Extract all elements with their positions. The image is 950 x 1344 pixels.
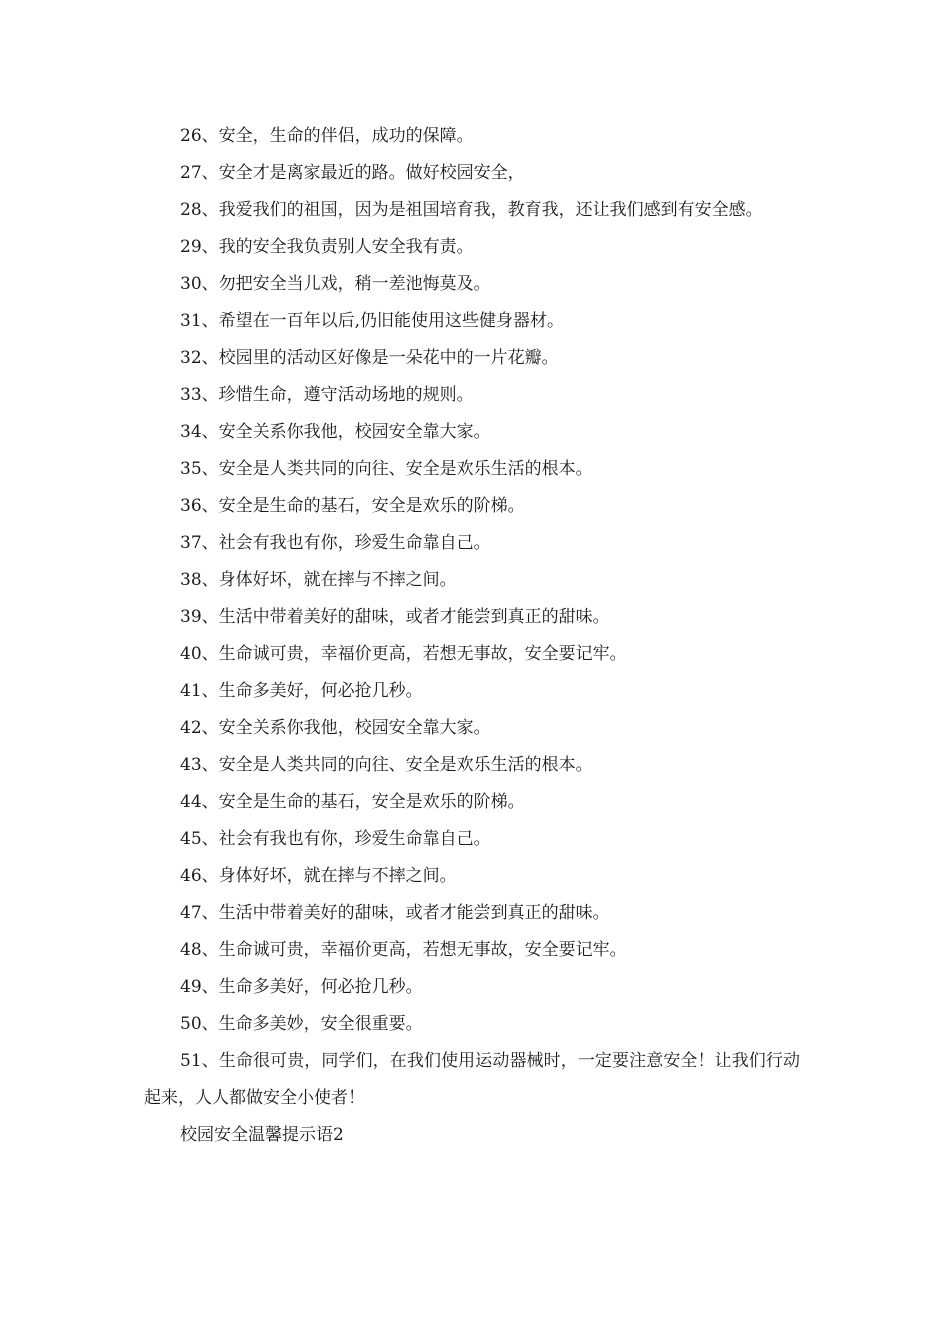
paragraph-28: 28、我爱我们的祖国，因为是祖国培育我，教育我，还让我们感到有安全感。 xyxy=(180,200,763,220)
paragraph-34: 34、安全关系你我他，校园安全靠大家。 xyxy=(180,422,491,442)
paragraph-44: 44、安全是生命的基石，安全是欢乐的阶梯。 xyxy=(180,792,525,812)
paragraph-32: 32、校园里的活动区好像是一朵花中的一片花瓣。 xyxy=(180,348,559,368)
paragraph-45: 45、社会有我也有你，珍爱生命靠自己。 xyxy=(180,829,491,849)
paragraph-31: 31、希望在一百年以后,仍旧能使用这些健身器材。 xyxy=(180,311,565,331)
paragraph-39: 39、生活中带着美好的甜味，或者才能尝到真正的甜味。 xyxy=(180,607,610,627)
paragraph-51: 51、生命很可贵，同学们，在我们使用运动器械时，一定要注意安全！让我们行动起来，人人都做安全小使者！ xyxy=(144,1051,800,1108)
paragraph-37: 37、社会有我也有你，珍爱生命靠自己。 xyxy=(180,533,491,553)
paragraph-38: 38、身体好坏，就在摔与不摔之间。 xyxy=(180,570,457,590)
paragraph-43: 43、安全是人类共同的向往、安全是欢乐生活的根本。 xyxy=(180,755,593,775)
paragraph-33: 33、珍惜生命，遵守活动场地的规则。 xyxy=(180,385,474,405)
document-body xyxy=(144,118,800,1154)
paragraph-47: 47、生活中带着美好的甜味，或者才能尝到真正的甜味。 xyxy=(180,903,610,923)
paragraph-41: 41、生命多美好，何必抢几秒。 xyxy=(180,681,423,701)
paragraph-26: 26、安全，生命的伴侣，成功的保障。 xyxy=(180,126,474,146)
paragraph-49: 49、生命多美好，何必抢几秒。 xyxy=(180,977,423,997)
paragraph-29: 29、我的安全我负责别人安全我有责。 xyxy=(180,237,474,257)
paragraph-40: 40、生命诚可贵，幸福价更高，若想无事故，安全要记牢。 xyxy=(180,644,627,664)
paragraph-27: 27、安全才是离家最近的路。做好校园安全， xyxy=(180,163,525,183)
section-heading: 校园安全温馨提示语2 xyxy=(180,1125,344,1145)
paragraph-36: 36、安全是生命的基石，安全是欢乐的阶梯。 xyxy=(180,496,525,516)
paragraph-42: 42、安全关系你我他，校园安全靠大家。 xyxy=(180,718,491,738)
paragraph-30: 30、勿把安全当儿戏，稍一差池悔莫及。 xyxy=(180,274,491,294)
paragraph-48: 48、生命诚可贵，幸福价更高，若想无事故，安全要记牢。 xyxy=(180,940,627,960)
paragraph-35: 35、安全是人类共同的向往、安全是欢乐生活的根本。 xyxy=(180,459,593,479)
paragraph-50: 50、生命多美妙，安全很重要。 xyxy=(180,1014,423,1034)
paragraph-46: 46、身体好坏，就在摔与不摔之间。 xyxy=(180,866,457,886)
